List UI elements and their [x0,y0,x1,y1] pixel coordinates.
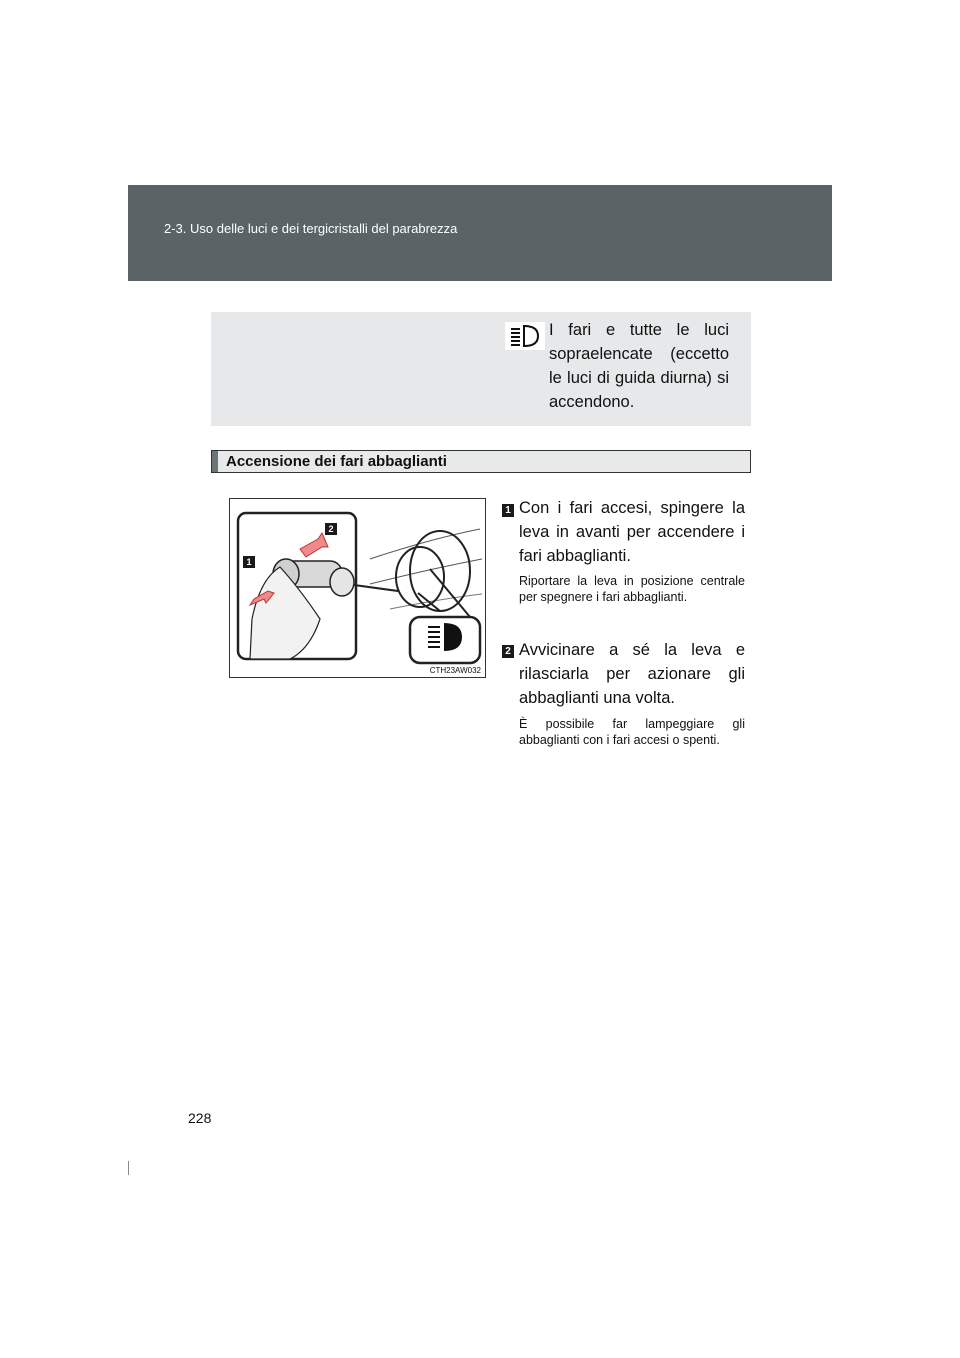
section-heading [211,450,751,473]
info-box [211,312,751,426]
figure-label-2: 2 [325,523,337,535]
lever-drawing [230,499,485,677]
high-beam-icon [428,623,462,651]
info-text: I fari e tutte le luci sopraelencate (eccetto le luci di guida diurna) si accendono. [549,321,729,411]
step-number-1: 1 [502,504,514,517]
figure-label-1: 1 [243,556,255,568]
step-number-2: 2 [502,645,514,658]
margin-mark [128,1161,129,1175]
header-section-title: 2-3. Uso delle luci e dei tergicristalli del parabrezza [164,221,458,236]
page-header [128,185,832,281]
step-2-text: Avvicinare a sé la leva e rilasciarla per azionare gli abbaglianti una volta. [519,641,745,707]
figure-code: CTH23AW032 [429,666,481,675]
section-title: Accensione dei fari abbaglianti [226,453,447,470]
headlight-icon [505,322,545,350]
section-accent [212,451,218,472]
step-1-note: Riportare la leva in posizione centrale per spegnere i fari abbaglianti. [519,574,745,604]
step-2-note: È possibile far lampeggiare gli abbaglianti con i fari accesi o spenti. [519,717,745,747]
page-number: 228 [188,1110,212,1126]
step-1-text: Con i fari accesi, spingere la leva in avanti per accendere i fari abbaglianti. [519,499,745,565]
lever-illustration [229,498,486,678]
